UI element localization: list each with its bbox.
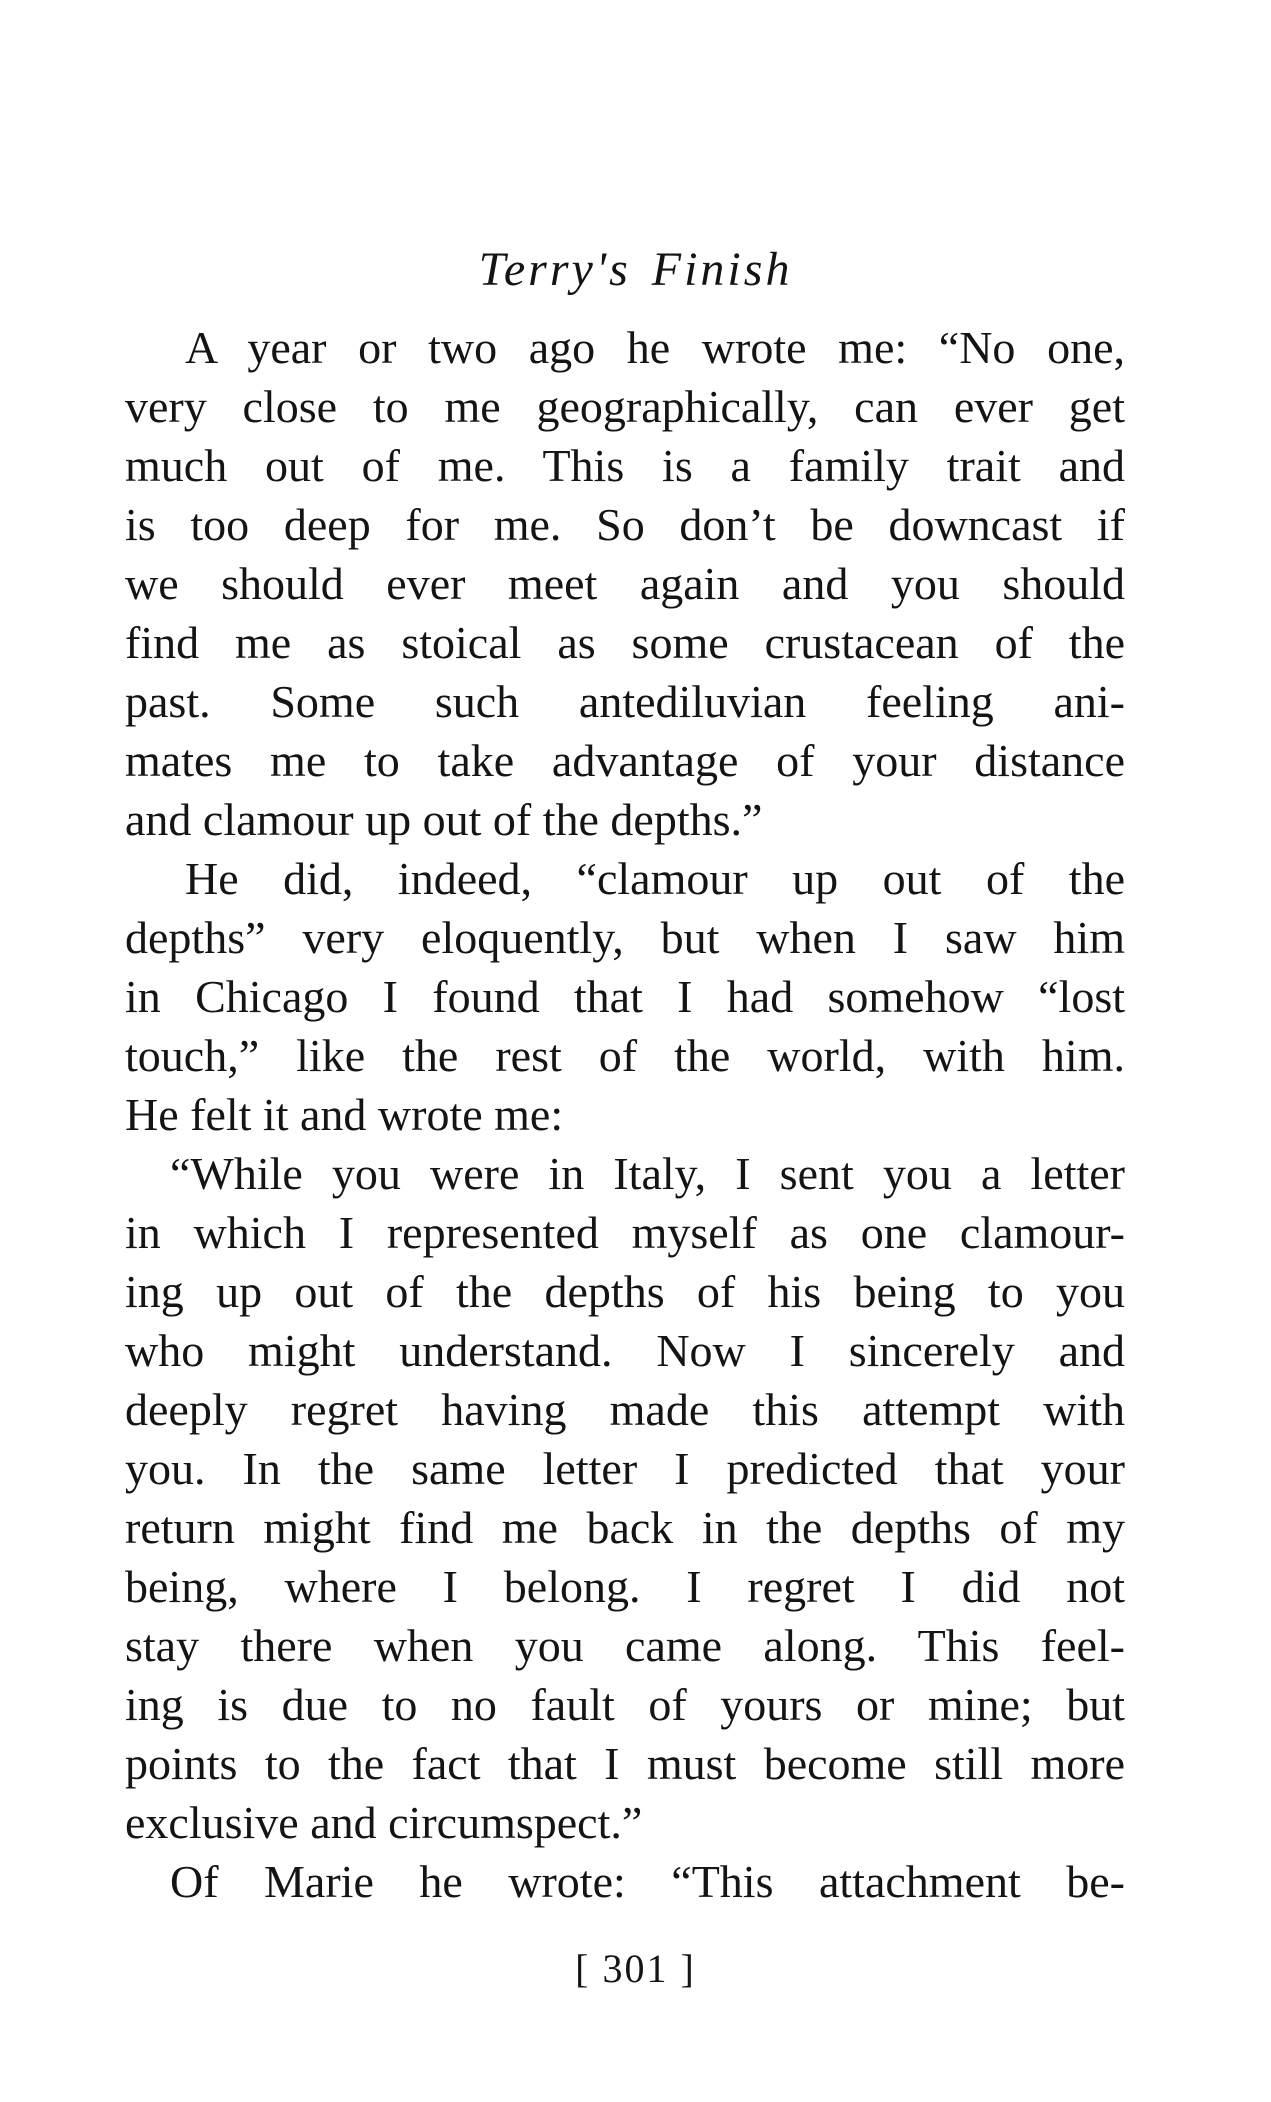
text-line: exclusive and circumspect.” <box>125 1797 643 1848</box>
text-line: much out of me. This is a family trait and <box>125 440 1125 491</box>
text-line: Of Marie he wrote: “This attachment be- <box>170 1856 1125 1907</box>
text-line: return might find me back in the depths of my <box>125 1502 1125 1553</box>
text-line: find me as stoical as some crustacean of the <box>125 617 1125 668</box>
text-line: “While you were in Italy, I sent you a letter <box>170 1148 1125 1199</box>
text-line: mates me to take advantage of your distance <box>125 735 1125 786</box>
running-head: Terry's Finish <box>478 243 793 296</box>
text-line: in which I represented myself as one clamour- <box>125 1207 1125 1258</box>
text-line: He did, indeed, “clamour up out of the <box>185 853 1125 904</box>
text-line: you. In the same letter I predicted that your <box>125 1443 1125 1494</box>
text-line: and clamour up out of the depths.” <box>125 794 763 845</box>
text-line: very close to me geographically, can ever get <box>125 381 1125 432</box>
text-line: is too deep for me. So don’t be downcast if <box>125 499 1125 550</box>
text-line: stay there when you came along. This feel- <box>125 1620 1125 1671</box>
text-line: depths” very eloquently, but when I saw him <box>125 912 1125 963</box>
text-line: ing up out of the depths of his being to you <box>125 1266 1125 1317</box>
text-line: past. Some such antediluvian feeling ani- <box>125 676 1125 727</box>
text-line: being, where I belong. I regret I did not <box>125 1561 1125 1612</box>
page-number: [ 301 ] <box>575 1946 696 1991</box>
text-line: who might understand. Now I sincerely and <box>125 1325 1125 1376</box>
text-line: He felt it and wrote me: <box>125 1089 564 1140</box>
text-line: A year or two ago he wrote me: “No one, <box>185 322 1125 373</box>
text-line: deeply regret having made this attempt with <box>125 1384 1125 1435</box>
text-line: ing is due to no fault of yours or mine; but <box>125 1679 1125 1730</box>
text-line: touch,” like the rest of the world, with him. <box>125 1030 1125 1081</box>
text-line: in Chicago I found that I had somehow “lost <box>125 971 1125 1022</box>
text-line: points to the fact that I must become still more <box>125 1738 1125 1789</box>
text-line: we should ever meet again and you should <box>125 558 1125 609</box>
body-text <box>125 318 1125 1911</box>
